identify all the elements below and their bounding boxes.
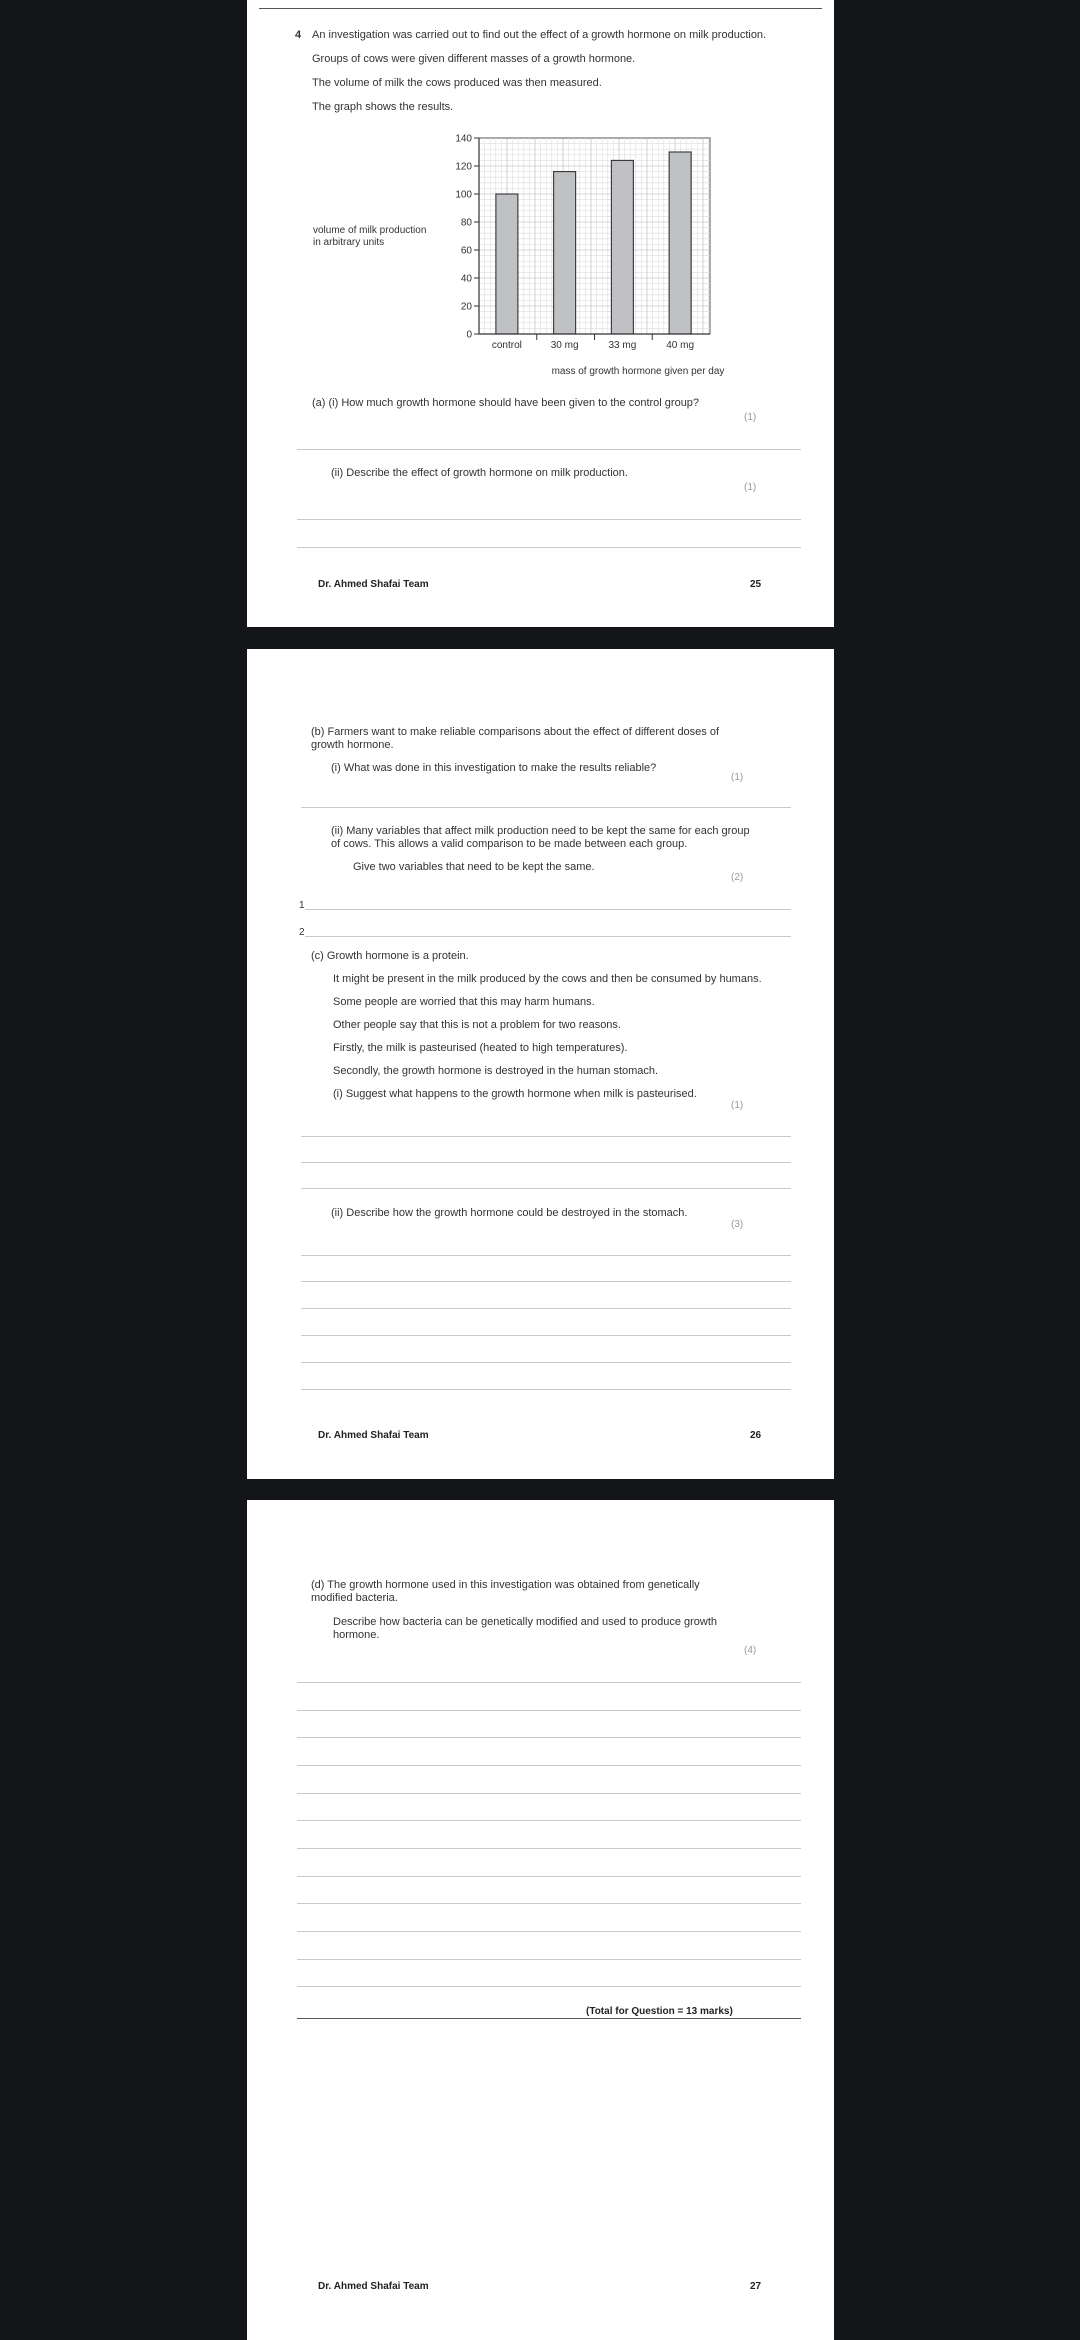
footer-page-number: 27 (750, 2281, 762, 2292)
marks-c-ii: (3) (731, 1219, 744, 1230)
y-tick-label: 0 (466, 329, 472, 341)
answer-line[interactable] (297, 1737, 801, 1738)
question-b-ii: (ii) Many variables that affect milk production need to be kept the same for each group of cows. This allows a valid comparison to be made between each group. (331, 825, 750, 850)
y-axis-label-line2: in arbitrary units (313, 237, 385, 248)
x-axis-label: mass of growth hormone given per day (551, 366, 725, 377)
question-d: (d) The growth hormone used in this investigation was obtained from genetically modified bacteria. (311, 1579, 700, 1604)
y-tick-label: 100 (455, 189, 472, 201)
answer-number-1: 1 (299, 900, 305, 911)
intro-line-1: An investigation was carried out to find out the effect of a growth hormone on milk production. (312, 29, 767, 41)
x-tick-label: 30 mg (550, 340, 579, 351)
marks-c-i: (1) (731, 1100, 744, 1111)
answer-line[interactable] (301, 1136, 791, 1137)
x-tick-label: control (491, 340, 522, 351)
answer-line[interactable] (301, 1335, 791, 1336)
question-c-line-5: Firstly, the milk is pasteurised (heated to high temperatures). (333, 1042, 628, 1054)
answer-line[interactable] (301, 1362, 791, 1363)
answer-line[interactable] (297, 1793, 801, 1794)
answer-line[interactable] (297, 547, 801, 548)
footer-team: Dr. Ahmed Shafai Team (318, 1430, 429, 1441)
answer-line[interactable] (297, 1820, 801, 1821)
y-axis-label-line1: volume of milk production (313, 225, 427, 236)
question-b-ii-give: Give two variables that need to be kept the same. (353, 861, 595, 873)
answer-line[interactable] (301, 1188, 791, 1189)
answer-line[interactable] (301, 1389, 791, 1390)
footer-team: Dr. Ahmed Shafai Team (318, 579, 429, 590)
answer-line-1[interactable] (305, 909, 791, 910)
answer-line[interactable] (301, 1162, 791, 1163)
exam-page-27 (247, 1500, 834, 2340)
footer-page-number: 26 (750, 1430, 762, 1441)
footer-page-number: 25 (750, 579, 762, 590)
question-number: 4 (295, 29, 302, 41)
marks-a-ii: (1) (744, 482, 757, 493)
answer-line-2[interactable] (305, 936, 791, 937)
question-c-line-3: Some people are worried that this may harm humans. (333, 996, 595, 1008)
answer-line[interactable] (297, 449, 801, 450)
answer-line[interactable] (297, 519, 801, 520)
question-c-line-4: Other people say that this is not a problem for two reasons. (333, 1019, 621, 1031)
y-tick-label: 40 (460, 273, 472, 285)
intro-line-2: Groups of cows were given different masses of a growth hormone. (312, 53, 636, 65)
marks-a-i: (1) (744, 412, 757, 423)
y-tick-label: 120 (455, 161, 472, 173)
answer-line[interactable] (297, 1959, 801, 1960)
answer-line[interactable] (297, 1765, 801, 1766)
milk-production-bar-chart (247, 0, 834, 390)
marks-b-i: (1) (731, 772, 744, 783)
answer-line[interactable] (301, 807, 791, 808)
answer-line[interactable] (297, 1876, 801, 1877)
answer-line[interactable] (297, 1931, 801, 1932)
x-tick-label: 40 mg (666, 340, 695, 351)
question-c-line-6: Secondly, the growth hormone is destroyed in the human stomach. (333, 1065, 659, 1077)
answer-line[interactable] (297, 1682, 801, 1683)
exam-page-26 (247, 649, 834, 1479)
bar-40-mg (669, 152, 691, 334)
answer-line[interactable] (297, 1903, 801, 1904)
answer-number-2: 2 (299, 927, 305, 938)
answer-line[interactable] (301, 1255, 791, 1256)
answer-line[interactable] (297, 1848, 801, 1849)
answer-line[interactable] (301, 1308, 791, 1309)
answer-line[interactable] (297, 1986, 801, 1987)
question-a-ii: (ii) Describe the effect of growth hormone on milk production. (331, 467, 628, 479)
footer-team: Dr. Ahmed Shafai Team (318, 2281, 429, 2292)
x-tick-label: 33 mg (608, 340, 637, 351)
marks-d: (4) (744, 1645, 757, 1656)
question-c-line-2: It might be present in the milk produced by the cows and then be consumed by humans. (333, 973, 762, 985)
question-b: (b) Farmers want to make reliable comparisons about the effect of different doses of growth hormone. (311, 726, 720, 751)
question-d-describe: Describe how bacteria can be genetically modified and used to produce growth hormone. (333, 1616, 718, 1641)
y-tick-label: 60 (460, 245, 472, 257)
bar-30-mg (554, 172, 576, 334)
y-tick-label: 20 (460, 301, 472, 313)
bar-33-mg (611, 160, 633, 334)
answer-line[interactable] (297, 1710, 801, 1711)
marks-b-ii: (2) (731, 872, 744, 883)
answer-line[interactable] (301, 1281, 791, 1282)
y-tick-label: 140 (455, 133, 472, 145)
question-b-i: (i) What was done in this investigation to make the results reliable? (331, 762, 657, 774)
y-tick-label: 80 (460, 217, 472, 229)
question-c-ii: (ii) Describe how the growth hormone could be destroyed in the stomach. (331, 1207, 688, 1219)
exam-page-25 (247, 0, 834, 627)
bar-control (496, 194, 518, 334)
intro-line-4: The graph shows the results. (312, 101, 454, 113)
total-marks: (Total for Question = 13 marks) (586, 2006, 733, 2017)
question-c-line-1: (c) Growth hormone is a protein. (311, 950, 469, 962)
total-rule (297, 2018, 801, 2019)
intro-line-3: The volume of milk the cows produced was then measured. (312, 77, 602, 89)
question-c-i: (i) Suggest what happens to the growth hormone when milk is pasteurised. (333, 1088, 697, 1100)
question-a-i: (a) (i) How much growth hormone should have been given to the control group? (312, 397, 700, 409)
